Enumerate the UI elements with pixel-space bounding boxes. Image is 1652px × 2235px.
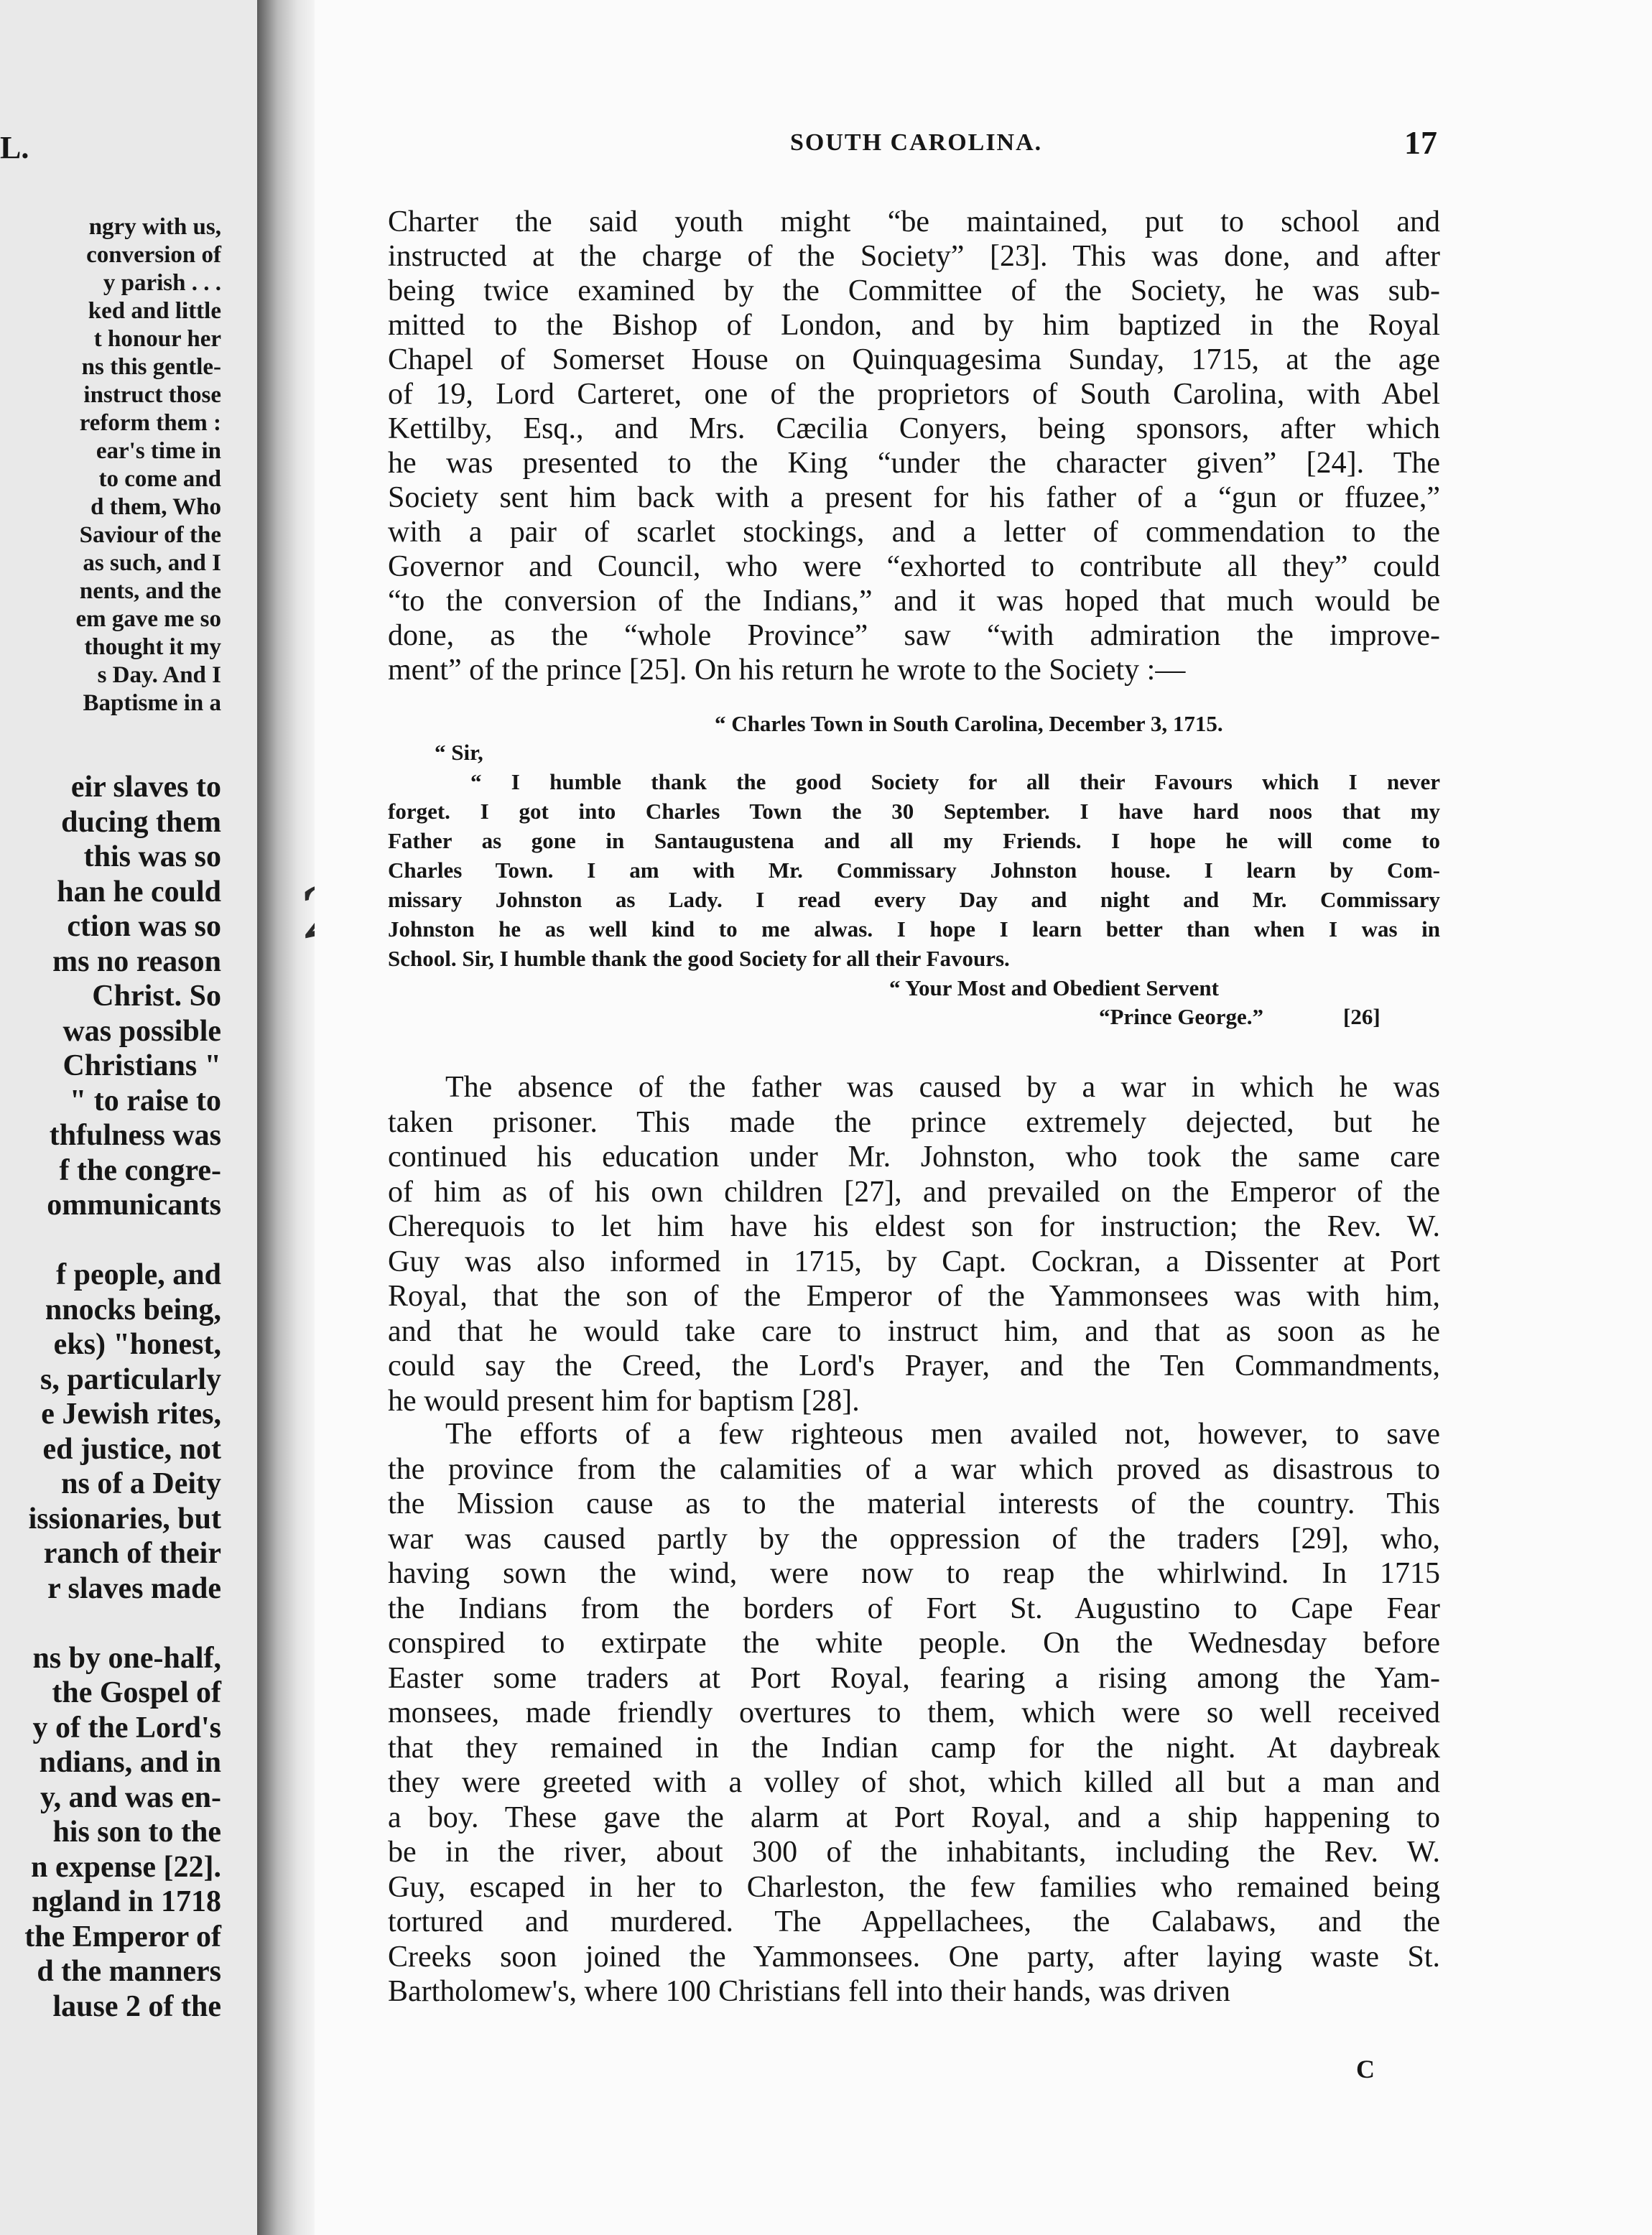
letter-reference: [26] [1343, 1004, 1380, 1029]
paragraph-line: Bartholomew's, where 100 Christians fell into their hands, was driven [388, 1975, 1230, 2008]
letter-closing: “ Your Most and Obedient Servent [889, 975, 1219, 1000]
paragraph-line: the Indians from the borders of Fort St. Augustino to Cape Fear [388, 1592, 1440, 1625]
paragraph-line: of him as of his own children [27], and prevailed on the Emperor of the [388, 1175, 1440, 1209]
facing-page-line: ommunicants [47, 1189, 221, 1222]
page-number: 17 [1404, 124, 1437, 161]
facing-page-line: to come and [98, 466, 221, 492]
paragraph-line: they were greeted with a volley of shot, which killed all but a man and [388, 1766, 1440, 1799]
paragraph-line: continued his education under Mr. Johnston, who took the same care [388, 1140, 1440, 1174]
letter-line: missary Johnston as Lady. I read every Day and night and Mr. Commissary [388, 887, 1440, 912]
paragraph-line: taken prisoner. This made the prince extremely dejected, but he [388, 1105, 1440, 1139]
paragraph-line: he would present him for baptism [28]. [388, 1384, 860, 1418]
facing-page-line: was possible [62, 1014, 221, 1048]
facing-page-line: f the congre- [59, 1153, 221, 1187]
facing-page-line: n expense [22]. [31, 1850, 221, 1884]
paragraph-line: he was presented to the King “under the character given” [24]. The [388, 447, 1440, 480]
facing-page-line: y parish . . . [103, 270, 221, 296]
paragraph-line: Chapel of Somerset House on Quinquagesima Sunday, 1715, at the age [388, 343, 1440, 376]
paragraph-line: war was caused partly by the oppression of the traders [29], who, [388, 1522, 1440, 1556]
letter-line: School. Sir, I humble thank the good Society for all their Favours. [388, 946, 1010, 971]
facing-page-line: ns by one-half, [32, 1641, 221, 1675]
paragraph-line: Cherequois to let him have his eldest son for instruction; the Rev. W. [388, 1210, 1440, 1243]
facing-page-line: d them, Who [91, 494, 221, 520]
facing-page-line: y, and was en- [40, 1780, 221, 1814]
paragraph-line: The efforts of a few righteous men availed not, however, to save [445, 1418, 1440, 1451]
facing-page-fragment [0, 0, 257, 2235]
facing-page-line: Christ. So [92, 980, 221, 1013]
paragraph-line: having sown the wind, were now to reap the whirlwind. In 1715 [388, 1557, 1440, 1590]
facing-page-line: lause 2 of the [52, 1989, 221, 2023]
paragraph-line: Royal, that the son of the Emperor of the Yammonsees was with him, [388, 1280, 1440, 1313]
paragraph-line: and that he would take care to instruct him, and that as soon as he [388, 1314, 1440, 1348]
paragraph-line: with a pair of scarlet stockings, and a letter of commendation to the [388, 516, 1440, 549]
facing-page-line: as such, and I [83, 550, 221, 576]
facing-page-line: this was so [83, 840, 221, 873]
paragraph-line: ment” of the prince [25]. On his return he wrote to the Society :— [388, 654, 1186, 687]
facing-page-line: ducing them [61, 805, 221, 839]
paragraph-line: done, as the “whole Province” saw “with admiration the improve- [388, 619, 1440, 652]
book-gutter [257, 0, 315, 2235]
facing-page-line: nents, and the [79, 578, 221, 604]
letter-signature: “Prince George.” [1099, 1004, 1263, 1029]
paragraph-line: instructed at the charge of the Society” [23]. This was done, and after [388, 240, 1440, 273]
paragraph-line: Guy, escaped in her to Charleston, the few families who remained being [388, 1870, 1440, 1904]
facing-page-line: han he could [57, 875, 221, 909]
facing-page-line: the Emperor of [24, 1920, 221, 1953]
facing-page-line: f people, and [56, 1258, 221, 1291]
paragraph-line: Creeks soon joined the Yammonsees. One party, after laying waste St. [388, 1940, 1440, 1974]
paragraph-line: Charter the said youth might “be maintained, put to school and [388, 205, 1440, 238]
paragraph-line: could say the Creed, the Lord's Prayer, and the Ten Commandments, [388, 1349, 1440, 1383]
paragraph-line: Society sent him back with a present for his father of a “gun or ffuzee,” [388, 481, 1440, 514]
paragraph-line: that they remained in the Indian camp for the night. At daybreak [388, 1731, 1440, 1765]
facing-page-line: ms no reason [52, 944, 221, 978]
running-head: SOUTH CAROLINA. [790, 129, 1043, 156]
facing-page-line: Saviour of the [79, 522, 221, 548]
facing-page-line: eks) "honest, [53, 1328, 221, 1361]
paragraph-line: of 19, Lord Carteret, one of the proprietors of South Carolina, with Abel [388, 378, 1440, 411]
facing-page-line: thfulness was [49, 1119, 221, 1152]
facing-page-line: t honour her [93, 326, 221, 352]
facing-page-line: issionaries, but [28, 1502, 221, 1535]
paragraph-line: mitted to the Bishop of London, and by him baptized in the Royal [388, 309, 1440, 342]
facing-page-line: r slaves made [47, 1571, 221, 1605]
facing-page-line: nnocks being, [45, 1293, 221, 1326]
paragraph-line: Kettilby, Esq., and Mrs. Cæcilia Conyers, being sponsors, after which [388, 412, 1440, 445]
paragraph-line: Easter some traders at Port Royal, fearing a rising among the Yam- [388, 1661, 1440, 1695]
paragraph-line: Guy was also informed in 1715, by Capt. Cockran, a Dissenter at Port [388, 1245, 1440, 1278]
facing-page-line: ns of a Deity [61, 1467, 221, 1500]
facing-page-line: his son to the [52, 1816, 221, 1849]
facing-page-line: s, particularly [40, 1362, 221, 1396]
facing-page-line: thought it my [84, 634, 221, 660]
letter-line: forget. I got into Charles Town the 30 September. I have hard noos that my [388, 799, 1440, 824]
paragraph-line: being twice examined by the Committee of the Society, he was sub- [388, 274, 1440, 307]
signature-mark: C [1356, 2055, 1375, 2083]
paragraph-line: The absence of the father was caused by a war in which he was [445, 1071, 1440, 1104]
facing-page-line: y of the Lord's [32, 1711, 221, 1744]
letter-line: Father as gone in Santaugustena and all my Friends. I hope he will come to [388, 828, 1440, 853]
facing-page-line: the Gospel of [52, 1676, 221, 1709]
facing-page-line: Baptisme in a [83, 690, 221, 716]
facing-page-running-head: L. [0, 130, 29, 165]
facing-page-line: ngry with us, [88, 214, 221, 240]
facing-page-line: Christians " [62, 1049, 221, 1082]
facing-page-line: reform them : [79, 410, 221, 436]
facing-page-line: e Jewish rites, [41, 1398, 221, 1431]
paragraph-line: conspired to extirpate the white people. On the Wednesday before [388, 1627, 1440, 1660]
paragraph-line: the province from the calamities of a war which proved as disastrous to [388, 1452, 1440, 1486]
facing-page-line: ear's time in [96, 438, 221, 464]
facing-page-line: " to raise to [69, 1084, 221, 1118]
letter-line: Charles Town. I am with Mr. Commissary Johnston house. I learn by Com- [388, 858, 1440, 883]
letter-dateline: “ Charles Town in South Carolina, December 3, 1715. [715, 711, 1223, 736]
facing-page-line: ed justice, not [42, 1432, 221, 1466]
facing-page-line: ngland in 1718 [32, 1885, 221, 1918]
paragraph-line: “to the conversion of the Indians,” and it was hoped that much would be [388, 585, 1440, 618]
paragraph-line: tortured and murdered. The Appellachees, the Calabaws, and the [388, 1905, 1440, 1938]
facing-page-line: ranch of their [43, 1537, 221, 1570]
facing-page-line: ndians, and in [39, 1746, 221, 1779]
facing-page-line: conversion of [86, 242, 221, 268]
letter-salutation: “ Sir, [435, 740, 483, 765]
facing-page-line: em gave me so [75, 606, 221, 632]
facing-page-line: ction was so [67, 910, 221, 943]
letter-line: “ I humble thank the good Society for all their Favours which I never [470, 769, 1440, 794]
facing-page-line: instruct those [83, 382, 221, 408]
paragraph-line: Governor and Council, who were “exhorted to contribute all they” could [388, 550, 1440, 583]
facing-page-line: eir slaves to [70, 771, 221, 804]
paragraph-line: be in the river, about 300 of the inhabitants, including the Rev. W. [388, 1836, 1440, 1869]
paragraph-line: a boy. These gave the alarm at Port Royal, and a ship happening to [388, 1800, 1440, 1834]
facing-page-line: d the manners [37, 1955, 221, 1988]
facing-page-line: s Day. And I [97, 662, 221, 688]
paragraph-line: monsees, made friendly overtures to them, which were so well received [388, 1696, 1440, 1729]
facing-page-line: ked and little [88, 298, 221, 324]
letter-line: Johnston he as well kind to me alwas. I hope I learn better than when I was in [388, 916, 1440, 942]
facing-page-line: ns this gentle- [81, 354, 221, 380]
paragraph-line: the Mission cause as to the material interests of the country. This [388, 1487, 1440, 1520]
